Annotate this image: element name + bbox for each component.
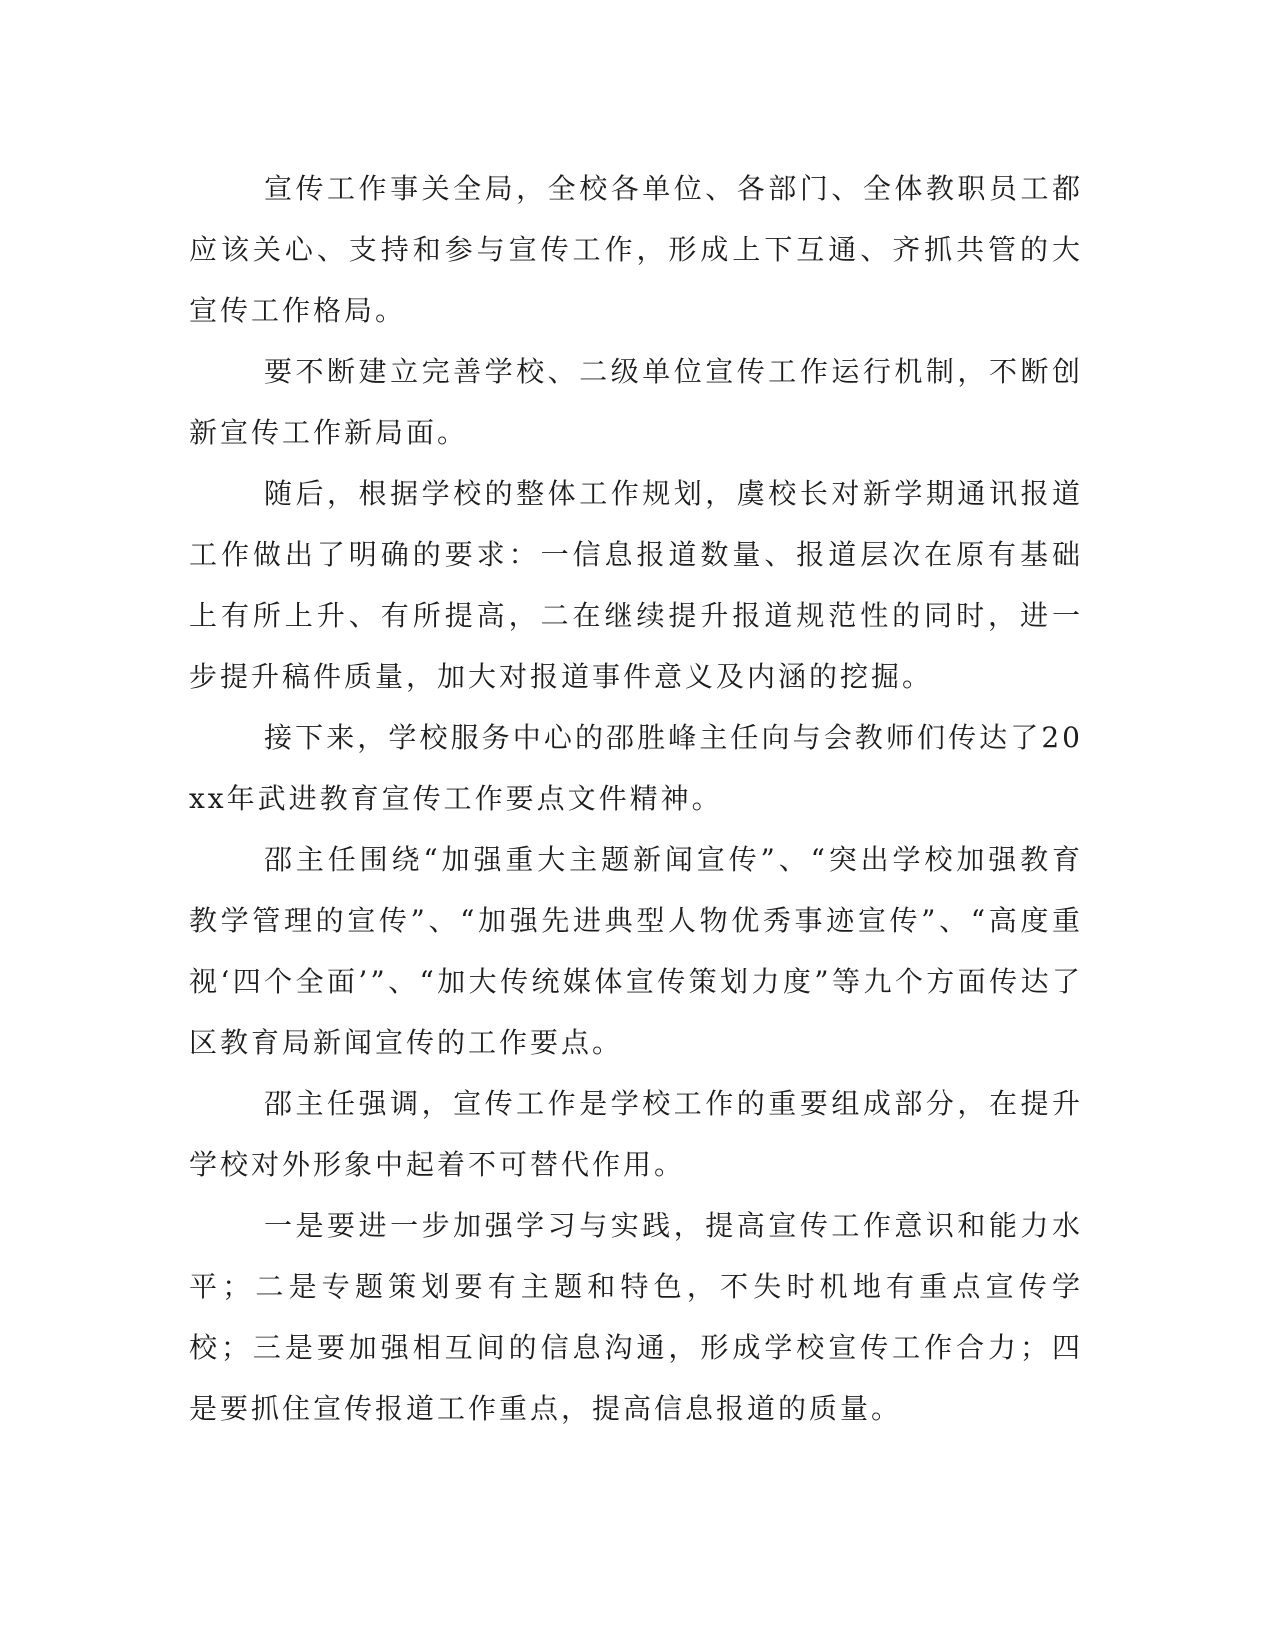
paragraph-6: 邵主任强调，宣传工作是学校工作的重要组成部分，在提升学校对外形象中起着不可替代作用。	[189, 1087, 1083, 1181]
paragraph-2: 要不断建立完善学校、二级单位宣传工作运行机制，不断创新宣传工作新局面。	[189, 355, 1083, 449]
document-body	[189, 158, 1083, 1439]
paragraph-1: 宣传工作事关全局，全校各单位、各部门、全体教职员工都应该关心、支持和参与宣传工作，形成上下互通、齐抓共管的大宣传工作格局。	[189, 172, 1083, 327]
paragraph-7: 一是要进一步加强学习与实践，提高宣传工作意识和能力水平；二是专题策划要有主题和特色，不失时机地有重点宣传学校；三是要加强相互间的信息沟通，形成学校宣传工作合力；四是要抓住宣传报道工作重点，提高信息报道的质量。	[189, 1209, 1083, 1425]
paragraph-4: 接下来，学校服务中心的邵胜峰主任向与会教师们传达了20xx年武进教育宣传工作要点文件精神。	[189, 721, 1083, 815]
paragraph-5: 邵主任围绕“加强重大主题新闻宣传”、“突出学校加强教育教学管理的宣传”、“加强先进典型人物优秀事迹宣传”、“高度重视‘四个全面’”、“加大传统媒体宣传策划力度”等九个方面传达了区教育局新闻宣传的工作要点。	[189, 843, 1083, 1059]
paragraph-3: 随后，根据学校的整体工作规划，虞校长对新学期通讯报道工作做出了明确的要求：一信息报道数量、报道层次在原有基础上有所上升、有所提高，二在继续提升报道规范性的同时，进一步提升稿件质量，加大对报道事件意义及内涵的挖掘。	[189, 477, 1083, 693]
